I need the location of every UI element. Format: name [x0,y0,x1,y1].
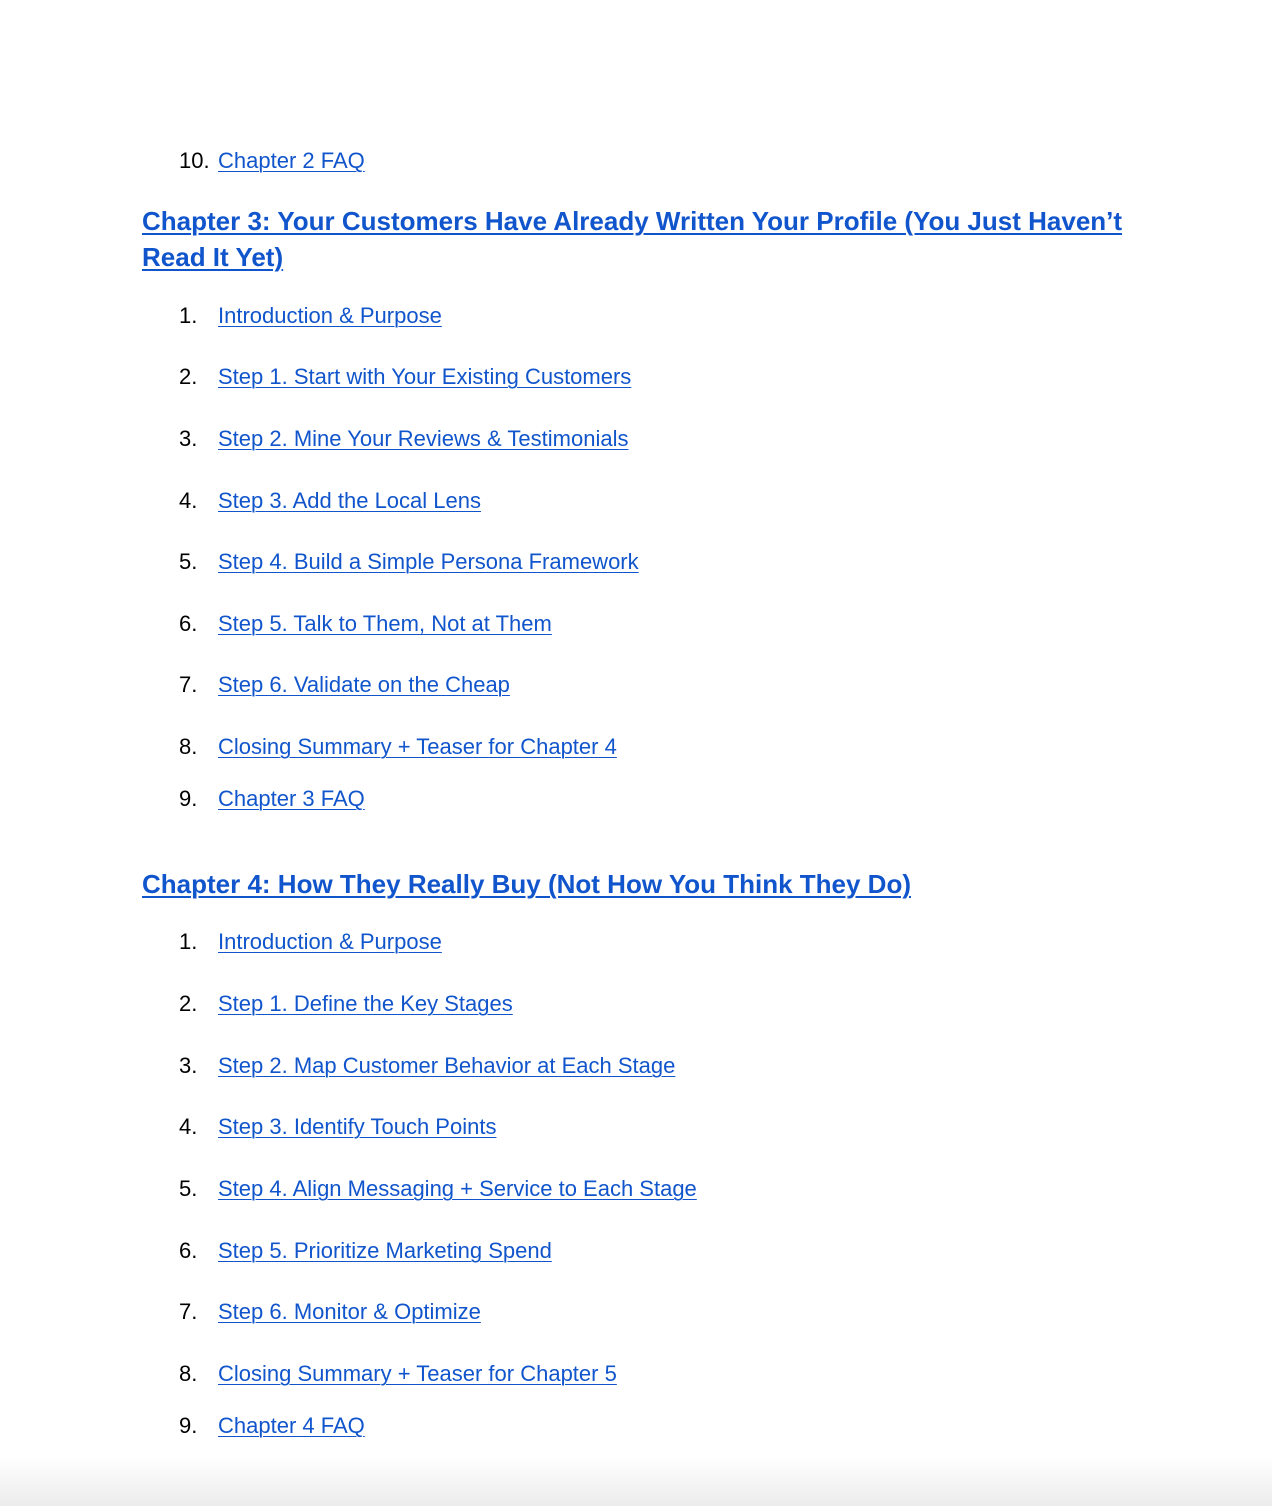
list-number: 6. [179,611,198,636]
toc-item [0,1359,1272,1389]
toc-link-ch4-step5[interactable]: Step 5. Prioritize Marketing Spend [218,1238,552,1263]
toc-link-ch3-step6[interactable]: Step 6. Validate on the Cheap [218,672,510,697]
toc-item [0,784,1272,814]
toc-item [0,1051,1272,1081]
toc-item [0,670,1272,700]
chapter4-heading-link[interactable]: Chapter 4: How They Really Buy (Not How You Think They Do) [142,869,911,899]
toc-link-ch3-step5[interactable]: Step 5. Talk to Them, Not at Them [218,611,552,636]
toc-item [0,989,1272,1019]
list-number: 8. [179,1361,198,1386]
toc-item [0,927,1272,957]
toc-item [0,362,1272,392]
list-number: 3. [179,1053,198,1078]
list-number: 7. [179,1299,198,1324]
toc-link-ch3-step1[interactable]: Step 1. Start with Your Existing Customers [218,364,632,389]
list-number: 8. [179,734,198,759]
toc-item [0,1174,1272,1204]
list-number: 2. [179,364,198,389]
toc-item-chapter2-faq [0,146,1272,176]
toc-item [0,301,1272,331]
toc-item [0,732,1272,762]
list-number: 6. [179,1238,198,1263]
list-number: 3. [179,426,198,451]
list-number: 1. [179,929,198,954]
toc-item [0,609,1272,639]
toc-item [0,1411,1272,1441]
list-number: 2. [179,991,198,1016]
toc-link-ch4-introduction[interactable]: Introduction & Purpose [218,929,442,954]
toc-item [0,1297,1272,1327]
toc-item [0,1112,1272,1142]
toc-link-ch4-step3[interactable]: Step 3. Identify Touch Points [218,1114,497,1139]
list-number: 5. [179,1176,198,1201]
chapter3-heading-link[interactable]: Chapter 3: Your Customers Have Already Written Your Profile (You Just Haven’t Read It Yet) [142,206,1123,272]
toc-link-ch3-step3[interactable]: Step 3. Add the Local Lens [218,488,481,513]
list-number: 4. [179,1114,198,1139]
toc-link-ch3-faq[interactable]: Chapter 3 FAQ [218,786,365,811]
list-number: 9. [179,1413,198,1438]
toc-link-ch4-faq[interactable]: Chapter 4 FAQ [218,1413,365,1438]
list-number: 4. [179,488,198,513]
toc-link-chapter2-faq[interactable]: Chapter 2 FAQ [218,148,365,173]
list-number: 10. [179,148,210,173]
toc-item [0,424,1272,454]
toc-link-ch4-closing-summary[interactable]: Closing Summary + Teaser for Chapter 5 [218,1361,617,1386]
toc-link-ch3-closing-summary[interactable]: Closing Summary + Teaser for Chapter 4 [218,734,617,759]
toc-item [0,1236,1272,1266]
toc-link-ch3-step4[interactable]: Step 4. Build a Simple Persona Framework [218,549,639,574]
toc-link-ch3-introduction[interactable]: Introduction & Purpose [218,303,442,328]
toc-link-ch4-step2[interactable]: Step 2. Map Customer Behavior at Each Stage [218,1053,676,1078]
toc-item [0,486,1272,516]
toc-link-ch4-step1[interactable]: Step 1. Define the Key Stages [218,991,513,1016]
page-bottom-shadow [0,1456,1272,1506]
list-number: 5. [179,549,198,574]
toc-link-ch4-step6[interactable]: Step 6. Monitor & Optimize [218,1299,481,1324]
list-number: 9. [179,786,198,811]
toc-link-ch3-step2[interactable]: Step 2. Mine Your Reviews & Testimonials [218,426,629,451]
toc-item [0,547,1272,577]
toc-link-ch4-step4[interactable]: Step 4. Align Messaging + Service to Each Stage [218,1176,697,1201]
list-number: 7. [179,672,198,697]
list-number: 1. [179,303,198,328]
